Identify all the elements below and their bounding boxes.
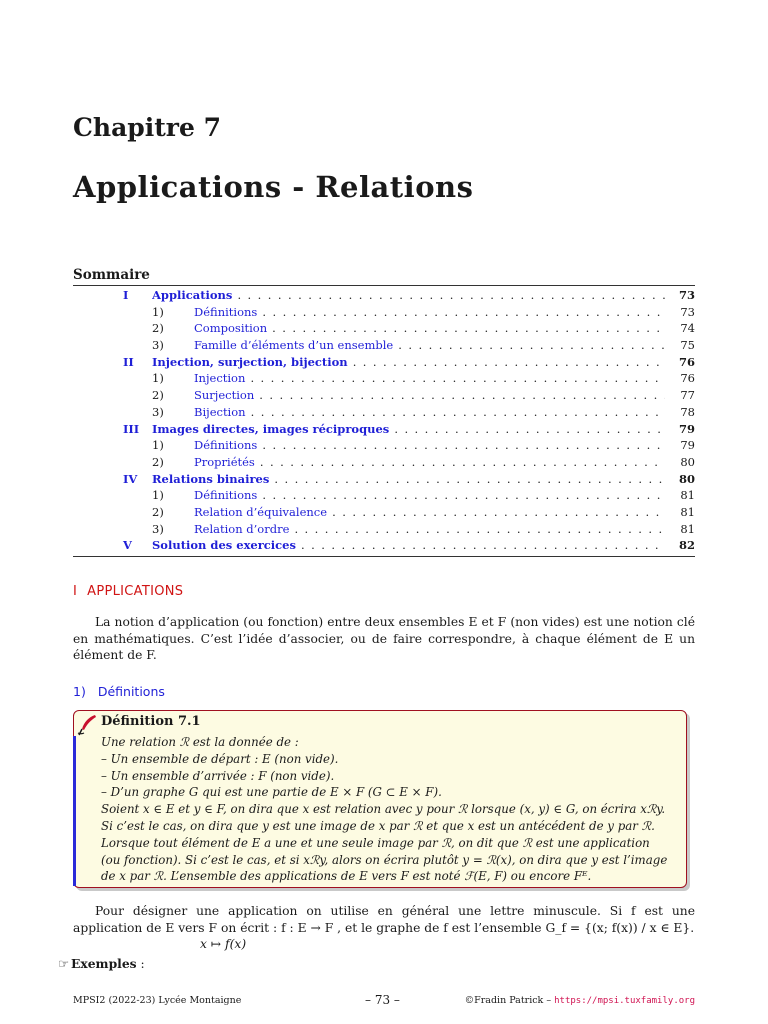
definition-line: Si c’est le cas, on dira que y est une image de x par ℛ et que x est un antécédent de y par ℛ. — [101, 818, 655, 833]
footer-url-link[interactable]: https://mpsi.tuxfamily.org — [554, 996, 695, 1006]
definition-line: – Un ensemble de départ : E (non vide). — [101, 751, 339, 766]
toc-entry-number: III — [123, 421, 140, 436]
toc-heading: Sommaire — [73, 267, 150, 283]
toc-entry-number: 2) — [152, 321, 164, 336]
toc-entry-page: 78 — [680, 404, 695, 419]
toc-entry-page: 79 — [678, 421, 695, 436]
definition-body — [101, 734, 681, 885]
toc-subsection-entry[interactable] — [73, 387, 695, 404]
chapter-label: Chapitre 7 — [73, 113, 221, 142]
toc-subsection-entry[interactable] — [73, 437, 695, 454]
toc-entry-number: 1) — [152, 488, 164, 503]
notation-paragraph: Pour désigner une application on utilise en général une lettre minuscule. Si f est une application de E vers F on écrit : f : E → F , et le graphe de f est l’ensemble G_f = {(x; f(x)) / x ∈ E}. — [73, 904, 695, 935]
toc-entry-number: 1) — [152, 438, 164, 453]
toc-section-entry[interactable] — [73, 421, 695, 438]
toc-entry-page: 77 — [680, 388, 695, 403]
pointing-hand-icon: ☞ — [58, 957, 70, 971]
footer-right — [465, 995, 695, 1006]
definition-line: de x par ℛ. L’ensemble des applications de E vers F est noté ℱ(E, F) ou encore Fᴱ. — [101, 869, 592, 884]
table-of-contents — [73, 287, 695, 554]
toc-section-entry[interactable] — [73, 287, 695, 304]
section-number: I — [73, 584, 78, 599]
examples-suffix: : — [136, 957, 145, 971]
toc-entry-page: 75 — [680, 338, 695, 353]
footer-page-number: – 73 – — [365, 993, 400, 1007]
toc-entry-label[interactable]: Applications . . . — [152, 287, 665, 304]
toc-entry-label[interactable]: Propriétés . . . — [194, 454, 665, 471]
examples-heading — [58, 956, 145, 971]
toc-entry-page: 76 — [678, 354, 695, 369]
toc-entry-label[interactable]: Injection . . . — [194, 370, 665, 387]
toc-entry-number: 1) — [152, 304, 164, 319]
footer-author: ©Fradin Patrick – — [464, 995, 555, 1006]
toc-entry-label[interactable]: Relation d’équivalence . . . — [194, 504, 665, 521]
toc-entry-number: 2) — [152, 388, 164, 403]
subsection-heading[interactable] — [73, 684, 165, 699]
toc-subsection-entry[interactable] — [73, 504, 695, 521]
toc-entry-label[interactable]: Définitions . . . — [194, 437, 665, 454]
subsection-number: 1) — [73, 684, 86, 699]
toc-entry-label[interactable]: Images directes, images réciproques . . . — [152, 421, 665, 438]
toc-top-rule — [73, 285, 695, 286]
toc-subsection-entry[interactable] — [73, 370, 695, 387]
toc-entry-page: 74 — [680, 321, 695, 336]
toc-entry-label[interactable]: Définitions . . . — [194, 487, 665, 504]
section-title: APPLICATIONS — [87, 584, 184, 599]
toc-entry-number: 3) — [152, 404, 164, 419]
toc-entry-label[interactable]: Bijection . . . — [194, 404, 665, 421]
toc-entry-number: II — [123, 354, 134, 369]
definition-line: (ou fonction). Si c’est le cas, et si xℛy, alors on écrira plutôt y = ℛ(x), on dira que y est l’image — [101, 852, 668, 867]
toc-entry-label[interactable]: Solution des exercices . . . — [152, 537, 665, 554]
toc-subsection-entry[interactable] — [73, 521, 695, 538]
toc-entry-label[interactable]: Relations binaires . . . — [152, 471, 665, 488]
toc-entry-page: 82 — [678, 538, 695, 553]
subsection-title: Définitions — [97, 684, 165, 699]
toc-entry-number: I — [123, 288, 129, 302]
toc-entry-label[interactable]: Définitions . . . — [194, 304, 665, 321]
mapping-notation: x ↦ f(x) — [200, 937, 247, 951]
toc-section-entry[interactable] — [73, 537, 695, 554]
toc-entry-number: 3) — [152, 338, 164, 353]
definition-accent-bar — [73, 736, 76, 886]
toc-subsection-entry[interactable] — [73, 487, 695, 504]
toc-bottom-rule — [73, 556, 695, 557]
toc-entry-page: 73 — [680, 304, 695, 319]
toc-entry-label[interactable]: Surjection . . . — [194, 387, 665, 404]
toc-entry-page: 81 — [680, 504, 695, 519]
toc-subsection-entry[interactable] — [73, 304, 695, 321]
toc-entry-number: 1) — [152, 371, 164, 386]
toc-entry-label[interactable]: Relation d’ordre . . . — [194, 521, 665, 538]
quill-pen-icon — [75, 713, 99, 737]
intro-paragraph: La notion d’application (ou fonction) entre deux ensembles E et F (non vides) est une notion clé en mathématiques. C’est l’idée d’associer, ou de faire correspondre, à chaque élément de E un élément de F. — [73, 615, 695, 662]
toc-entry-number: V — [123, 538, 132, 553]
toc-subsection-entry[interactable] — [73, 320, 695, 337]
toc-entry-label[interactable]: Composition . . . — [194, 320, 665, 337]
toc-entry-number: IV — [123, 471, 138, 486]
toc-subsection-entry[interactable] — [73, 454, 695, 471]
toc-subsection-entry[interactable] — [73, 337, 695, 354]
footer-left: MPSI2 (2022-23) Lycée Montaigne — [73, 995, 242, 1006]
toc-entry-page: 79 — [680, 438, 695, 453]
definition-line: Lorsque tout élément de E a une et une seule image par ℛ, on dit que ℛ est une application — [101, 835, 650, 850]
chapter-title: Applications - Relations — [73, 170, 474, 204]
toc-entry-label[interactable]: Famille d’éléments d’un ensemble . . . — [194, 337, 665, 354]
definition-line: Une relation ℛ est la donnée de : — [101, 735, 299, 749]
toc-entry-page: 73 — [678, 288, 695, 302]
section-heading[interactable] — [73, 584, 183, 599]
definition-title: Définition 7.1 — [101, 714, 201, 729]
toc-entry-number: 2) — [152, 504, 164, 519]
toc-subsection-entry[interactable] — [73, 404, 695, 421]
toc-section-entry[interactable] — [73, 354, 695, 371]
toc-entry-number: 3) — [152, 521, 164, 536]
toc-section-entry[interactable] — [73, 471, 695, 488]
toc-entry-page: 81 — [680, 521, 695, 536]
toc-entry-page: 81 — [680, 488, 695, 503]
definition-line: – D’un graphe G qui est une partie de E × F (G ⊂ E × F). — [101, 785, 442, 800]
toc-entry-page: 80 — [678, 471, 695, 486]
toc-entry-label[interactable]: Injection, surjection, bijection . . . — [152, 354, 665, 371]
toc-entry-page: 80 — [680, 454, 695, 469]
definition-line: Soient x ∈ E et y ∈ F, on dira que x est relation avec y pour ℛ lorsque (x, y) ∈ G, on écrira xℛy. — [101, 802, 666, 817]
examples-label: Exemples — [71, 956, 137, 971]
toc-entry-page: 76 — [680, 371, 695, 386]
toc-entry-number: 2) — [152, 454, 164, 469]
definition-line: – Un ensemble d’arrivée : F (non vide). — [101, 768, 335, 783]
